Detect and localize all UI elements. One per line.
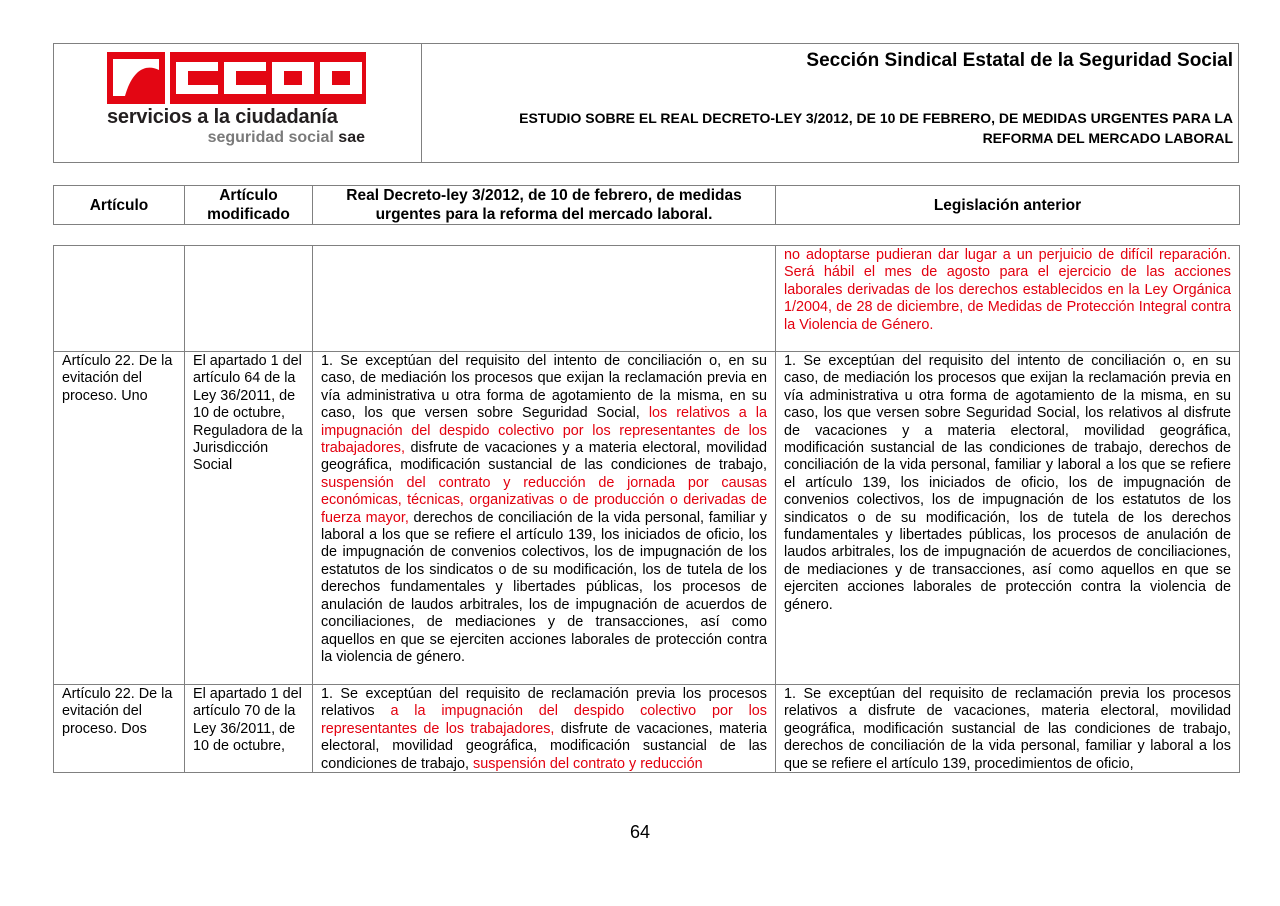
comparison-table xyxy=(53,245,1240,773)
header-titles xyxy=(422,44,1238,162)
cell-modificado: El apartado 1 del artículo 70 de la Ley 36/2011, de 10 de octubre, xyxy=(185,685,313,773)
body-text: disfrute de vacaciones, materia electoral, movilidad geográfica, modificación sustancial de las condiciones de trabajo, xyxy=(321,720,767,772)
cell-anterior xyxy=(776,246,1240,352)
section-title: Sección Sindical Estatal de la Seguridad Social xyxy=(806,50,1233,71)
page-number: 64 xyxy=(629,822,651,842)
modified-text: suspensión del contrato y reducción de jornada por causas económicas, técnicas, organizativas o de producción o derivadas de fuerza mayor, xyxy=(321,474,767,526)
body-text: 1. Se exceptúan del requisito de reclamación previa los procesos relativos xyxy=(321,686,767,720)
modified-text: no adoptarse pudieran dar lugar a un perjuicio de difícil reparación. xyxy=(784,247,1231,263)
document-header xyxy=(53,43,1239,163)
modified-text: suspensión del contrato y reducción xyxy=(473,755,703,772)
cell-anterior xyxy=(776,685,1240,773)
modified-text: los relativos a la impugnación del despido colectivo por los representantes de los trabajadores, xyxy=(321,405,768,457)
modified-text: a la impugnación del despido colectivo por los representantes de los trabajadores, xyxy=(321,703,767,737)
cell-rdl xyxy=(313,685,776,773)
column-header-table xyxy=(53,185,1240,225)
table-row xyxy=(54,352,1240,685)
cell-rdl xyxy=(313,246,776,352)
logo-line-services: servicios a la ciudadanía xyxy=(107,106,338,128)
body-text: 1. Se exceptúan del requisito del intento de conciliación o, en su caso, de mediación los procesos que exijan la reclamación previa en vía administrativa u otra forma de agotamiento de la misma, en su caso, los que versen sobre Seguridad Social, xyxy=(321,353,767,422)
ccoo-logo xyxy=(107,52,367,147)
logo-cell xyxy=(54,44,422,162)
body-text: derechos de conciliación de la vida personal, familiar y laboral a los que se refiere el artículo 139, los iniciados de oficio, los de impugnación de convenios colectivos, los de impugnación de los estatutos de los sindicatos o de su modificación, los de tutela de los derechos fundamentales y libertades públicas, los procesos de anulación de laudos arbitrales, los de impugnación de acuerdos de conciliaciones, de mediaciones y de transacciones, así como aquellos en que se ejerciten acciones laborales de protección contra la violencia de género. xyxy=(321,509,767,665)
table-row xyxy=(54,685,1240,773)
logo-wordmark xyxy=(170,52,366,104)
modified-text: Será hábil el mes de agosto para el ejercicio de las acciones laborales derivadas de los derechos establecidos en la Ley Orgánica 1/2004, de 28 de diciembre, de Medidas de Protección Integral contra la Violencia de Género. xyxy=(784,264,1231,333)
col-articulo: Artículo xyxy=(54,186,185,225)
cell-rdl xyxy=(313,352,776,685)
cell-modificado xyxy=(185,246,313,352)
cell-articulo xyxy=(54,246,185,352)
body-text: 1. Se exceptúan del requisito del intento de conciliación o, en su caso, de mediación los procesos que exijan la reclamación previa en vía administrativa u otra forma de agotamiento de la misma, en su caso, los que versen sobre Seguridad Social, los relativos al disfrute de vacaciones y a materia electoral, movilidad geográfica, modificación sustancial de las condiciones de trabajo, derechos de conciliación de la vida personal, familiar y laboral a los que se refiere el artículo 139, los iniciados de oficio, los de impugnación de convenios colectivos, los de impugnación de los estatutos de los sindicatos o de su modificación, los de tutela de los derechos fundamentales y libertades públicas, los procesos de anulación de laudos arbitrales, los de impugnación de acuerdos de conciliaciones, de mediaciones y de transacciones, así como aquellos en que se ejerciten acciones laborales de protección contra la violencia de género. xyxy=(784,353,1231,613)
cell-articulo: Artículo 22. De la evitación del proceso. Uno xyxy=(54,352,185,685)
body-text: disfrute de vacaciones y a materia electoral, movilidad geográfica, modificación sustancial de las condiciones de trabajo, xyxy=(321,440,767,474)
table-row xyxy=(54,246,1240,352)
cell-modificado: El apartado 1 del artículo 64 de la Ley 36/2011, de 10 de octubre, Reguladora de la Jurisdicción Social xyxy=(185,352,313,685)
logo-emblem-icon xyxy=(107,52,165,104)
col-legislacion-anterior: Legislación anterior xyxy=(776,186,1240,225)
col-real-decreto: Real Decreto-ley 3/2012, de 10 de febrero, de medidas urgentes para la reforma del mercado laboral. xyxy=(313,186,776,225)
logo-line-seguridad: seguridad social sae xyxy=(207,129,365,146)
cell-articulo: Artículo 22. De la evitación del proceso. Dos xyxy=(54,685,185,773)
body-text: 1. Se exceptúan del requisito de reclamación previa los procesos relativos a disfrute de vacaciones, materia electoral, movilidad geográfica, modificación sustancial de las condiciones de trabajo, derechos de conciliación de la vida personal, familiar y laboral a los que se refiere el artículo 139, procedimientos de oficio, xyxy=(784,686,1231,772)
cell-anterior xyxy=(776,352,1240,685)
col-articulo-modificado: Artículo modificado xyxy=(185,186,313,225)
study-title: ESTUDIO SOBRE EL REAL DECRETO-LEY 3/2012, DE 10 DE FEBRERO, DE MEDIDAS URGENTES PARA LA REFORMA DEL MERCADO LABORAL xyxy=(519,110,1233,146)
